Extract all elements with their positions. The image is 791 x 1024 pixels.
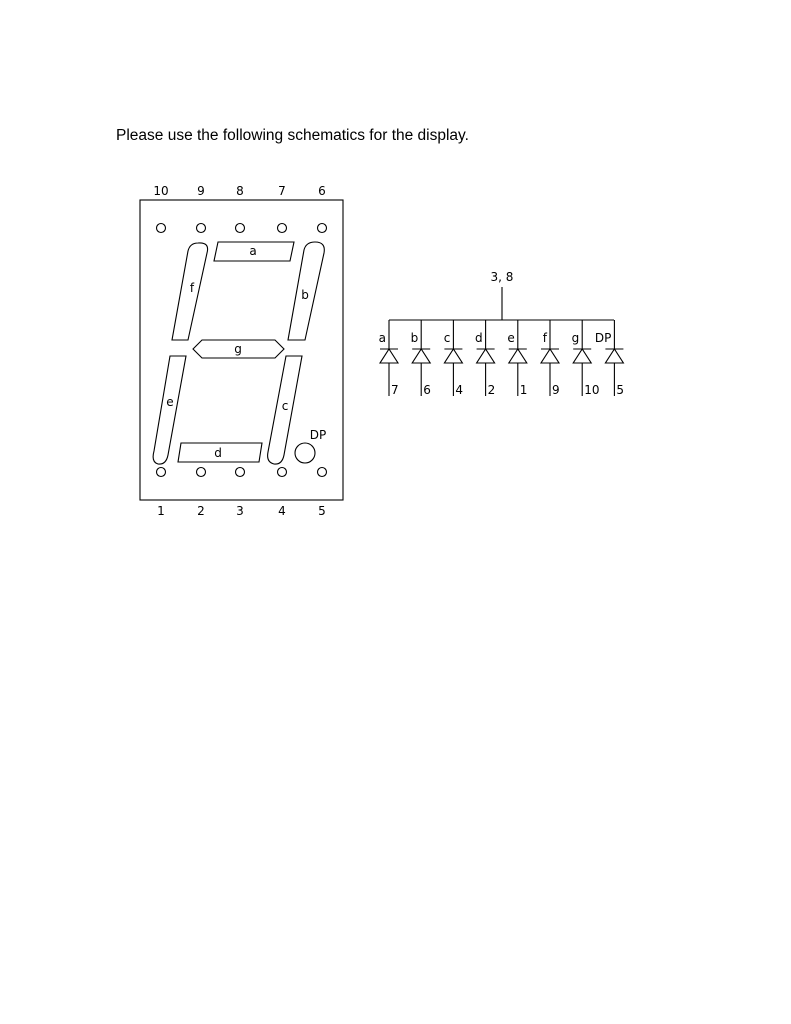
segment-d-label: d: [214, 446, 222, 460]
pin-hole: [318, 468, 327, 477]
segment-b-label: b: [301, 288, 309, 302]
instruction-text: Please use the following schematics for the display.: [116, 127, 469, 144]
diode-pin-label: 1: [519, 383, 528, 397]
bottom-pin-number: 1: [157, 504, 165, 518]
seven-segment-display: [140, 184, 343, 518]
segment-c-label: c: [281, 399, 289, 413]
diode-segment-label: f: [542, 331, 547, 345]
diode-triangle: [573, 349, 591, 363]
pin-hole: [157, 224, 166, 233]
top-pin-number: 9: [197, 184, 205, 198]
diode-pin-label: 9: [552, 383, 560, 397]
diode-segment-label: g: [571, 331, 580, 345]
diode-pin-label: 2: [487, 383, 496, 397]
diode-segment-label: c: [443, 331, 451, 345]
pin-hole: [278, 224, 287, 233]
diode-segment-label: e: [507, 331, 515, 345]
common-pin-label: 3, 8: [490, 270, 514, 284]
bottom-pin-number: 5: [318, 504, 326, 518]
diode-triangle: [541, 349, 559, 363]
diode-triangle: [477, 349, 495, 363]
pin-hole: [278, 468, 287, 477]
diode-schematic: [379, 270, 624, 397]
pin-hole: [197, 468, 206, 477]
segment-e-label: e: [166, 395, 174, 409]
pin-hole: [236, 224, 245, 233]
segment-f-label: f: [189, 281, 195, 295]
bottom-pin-number: 3: [236, 504, 244, 518]
diode-pin-label: 6: [423, 383, 431, 397]
pin-hole: [318, 224, 327, 233]
diode-array: [379, 320, 624, 397]
pin-hole: [197, 224, 206, 233]
diode-triangle: [412, 349, 430, 363]
diode-segment-label: b: [410, 331, 419, 345]
diode-segment-label: d: [474, 331, 483, 345]
diode-triangle: [605, 349, 623, 363]
decimal-point-label: DP: [309, 428, 327, 442]
diode-segment-label: a: [378, 331, 386, 345]
pin-hole: [157, 468, 166, 477]
diode-triangle: [509, 349, 527, 363]
segment-g-label: g: [234, 342, 242, 356]
decimal-point: [295, 443, 315, 463]
diode-pin-label: 7: [391, 383, 399, 397]
top-pin-number: 6: [318, 184, 326, 198]
segment-a-label: a: [249, 244, 257, 258]
diode-pin-label: 4: [455, 383, 464, 397]
bottom-pin-number: 4: [278, 504, 286, 518]
top-pin-number: 7: [278, 184, 286, 198]
diode-pin-label: 10: [584, 383, 600, 397]
bottom-pin-number: 2: [197, 504, 205, 518]
diode-triangle: [380, 349, 398, 363]
diode-triangle: [444, 349, 462, 363]
pin-hole: [236, 468, 245, 477]
top-pin-number: 10: [153, 184, 169, 198]
top-pin-number: 8: [236, 184, 244, 198]
diode-pin-label: 5: [616, 383, 625, 397]
diode-segment-label: DP: [594, 331, 612, 345]
